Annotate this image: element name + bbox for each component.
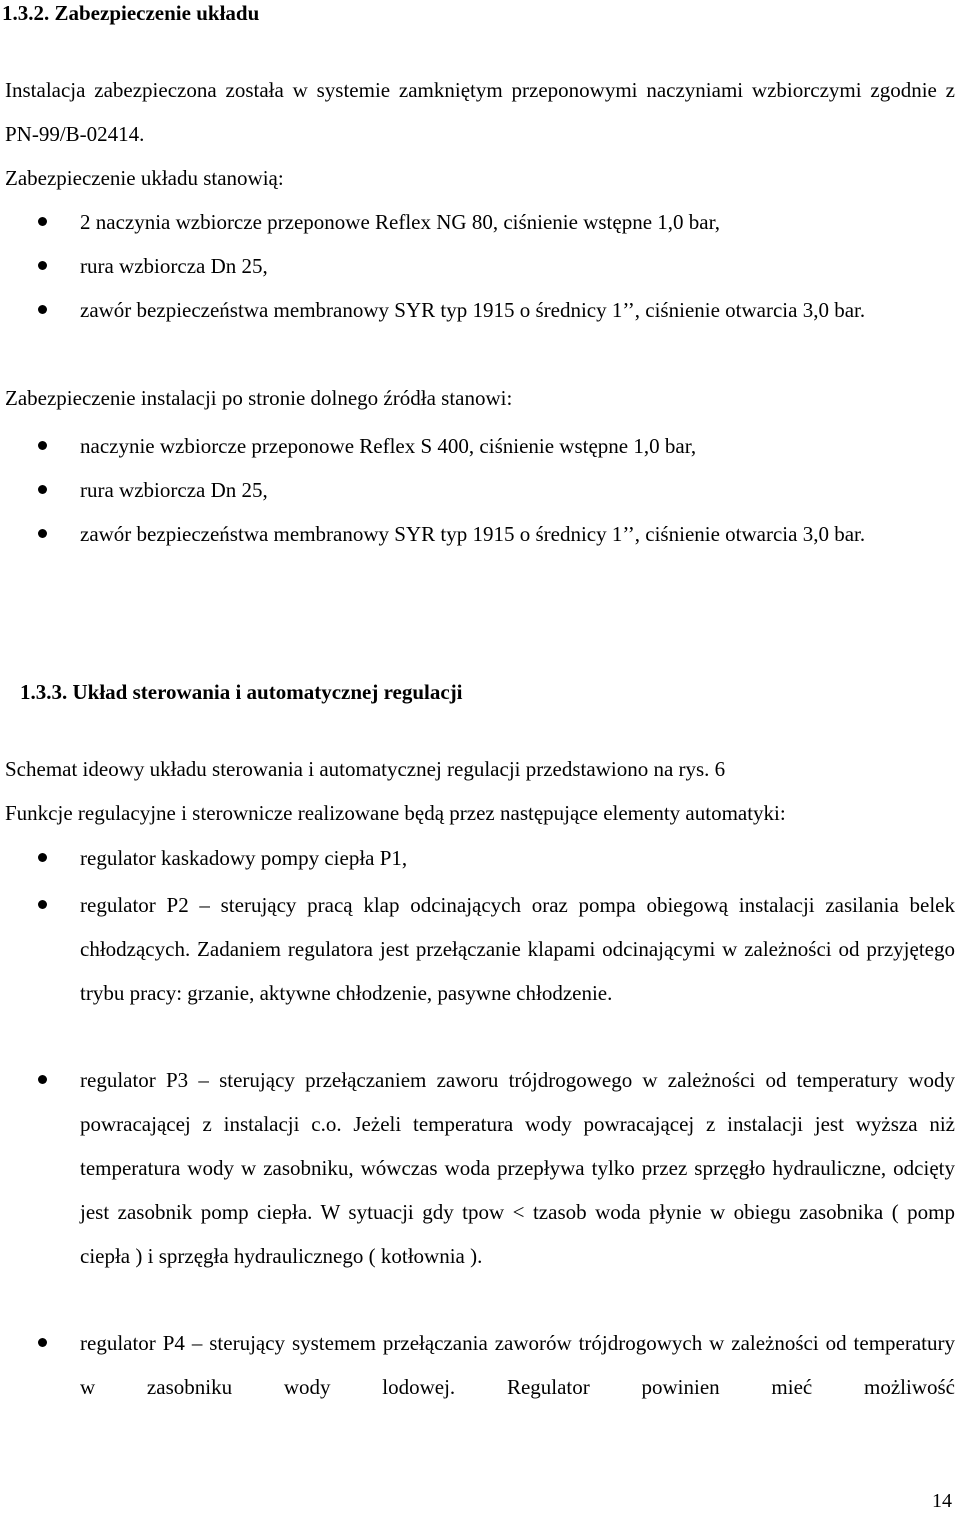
bullet-icon [38, 1338, 47, 1347]
list-item [0, 200, 955, 244]
list-item-text: rura wzbiorcza Dn 25, [80, 254, 268, 278]
intro-paragraph: Instalacja zabezpieczona została w systemie zamkniętym przeponowymi naczyniami wzbiorczymi zgodnie z PN-99/B-02414. [5, 78, 955, 146]
list-item [0, 244, 955, 288]
list-item [0, 424, 955, 468]
list-item [0, 1321, 955, 1409]
list-item-text: regulator P4 – sterujący systemem przełączania zaworów trójdrogowych w zależności od temperatury w zasobniku wody lodowej. Regulator powinien mieć możliwość [80, 1331, 955, 1399]
list-item [0, 883, 955, 1015]
list-item-text: naczynie wzbiorcze przeponowe Reflex S 400, ciśnienie wstępne 1,0 bar, [80, 434, 697, 458]
bullet-icon [38, 853, 47, 862]
lower-source-lead: Zabezpieczenie instalacji po stronie dolnego źródła stanowi: [5, 386, 513, 410]
list-item-text: 2 naczynia wzbiorcze przeponowe Reflex NG 80, ciśnienie wstępne 1,0 bar, [80, 210, 720, 234]
list-item-text: regulator P3 – sterujący przełączaniem zaworu trójdrogowego w zależności od temperatury wody powracającej z instalacji c.o. Jeżeli temperatura wody powracającej z instalacji jest wyższa niż temperatura wody w zasobniku, wówczas woda przepływa tylko przez sprzęgło hydrauliczne, odcięty jest zasobnik pomp ciepła. W sytuacji gdy tpow < tzasob woda płynie w obiegu zasobnika ( pomp ciepła ) i sprzęgła hydraulicznego ( kotłownia ). [80, 1068, 955, 1268]
list-item [0, 1058, 955, 1278]
list-item [0, 512, 955, 556]
bullet-icon [38, 1075, 47, 1084]
list-item-text: rura wzbiorcza Dn 25, [80, 478, 268, 502]
schema-paragraph: Schemat ideowy układu sterowania i automatycznej regulacji przedstawiono na rys. 6 [5, 757, 726, 781]
list-item-text: zawór bezpieczeństwa membranowy SYR typ 1915 o średnicy 1’’, ciśnienie otwarcia 3,0 bar. [80, 298, 866, 322]
bullet-icon [38, 217, 47, 226]
bullet-icon [38, 261, 47, 270]
section-heading-1-3-2: 1.3.2. Zabezpieczenie układu [2, 1, 260, 25]
functions-lead: Funkcje regulacyjne i sterownicze realizowane będą przez następujące elementy automatyki: [5, 801, 786, 825]
list-item-text: regulator kaskadowy pompy ciepła P1, [80, 846, 408, 870]
bullet-icon [38, 529, 47, 538]
bullet-icon [38, 305, 47, 314]
list-item [0, 836, 955, 880]
page-number: 14 [932, 1490, 952, 1512]
list-item [0, 288, 955, 332]
bullet-icon [38, 485, 47, 494]
list-item [0, 468, 955, 512]
list-item-text: regulator P2 – sterujący pracą klap odcinających oraz pompa obiegową instalacji zasilania belek chłodzących. Zadaniem regulatora jest przełączanie klapami odcinającymi w zależności od przyjętego trybu pracy: grzanie, aktywne chłodzenie, pasywne chłodzenie. [80, 893, 955, 1005]
system-lead: Zabezpieczenie układu stanowią: [5, 166, 284, 190]
section-heading-1-3-3: 1.3.3. Układ sterowania i automatycznej regulacji [20, 680, 463, 704]
bullet-icon [38, 900, 47, 909]
bullet-icon [38, 441, 47, 450]
list-item-text: zawór bezpieczeństwa membranowy SYR typ 1915 o średnicy 1’’, ciśnienie otwarcia 3,0 bar. [80, 522, 866, 546]
